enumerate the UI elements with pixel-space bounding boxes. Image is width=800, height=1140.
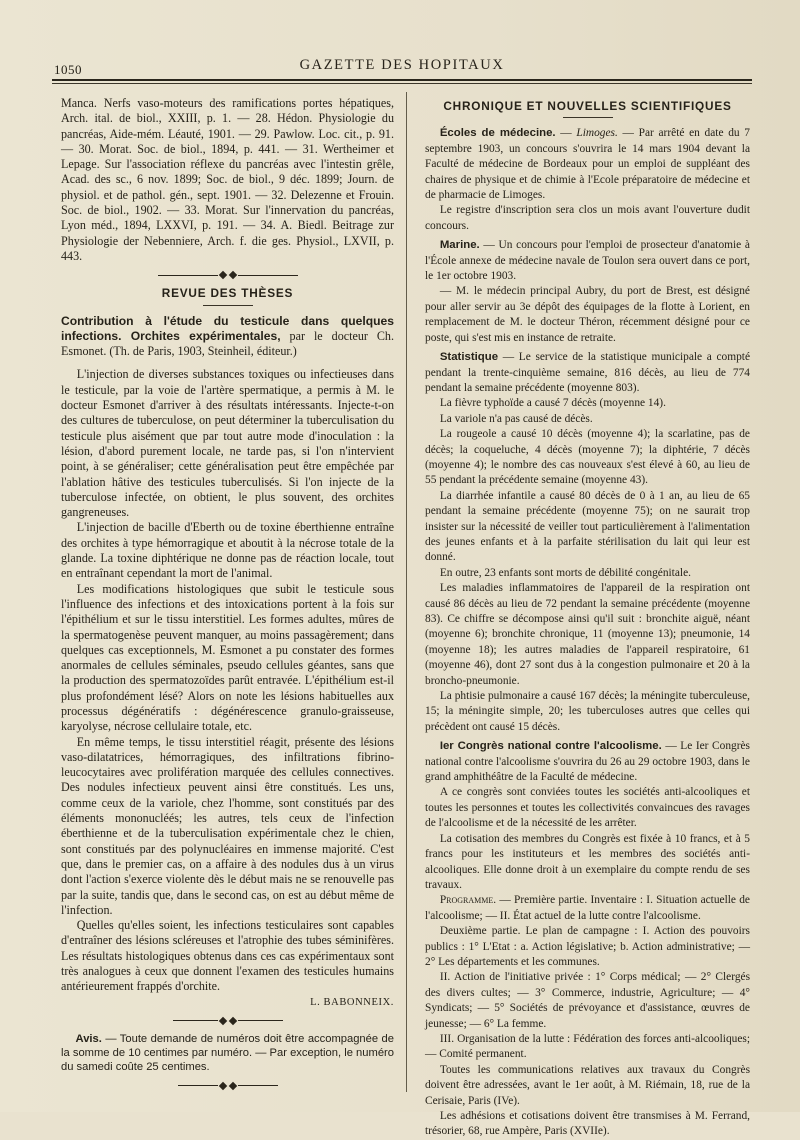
signature-line: [61, 995, 394, 1010]
news-paragraph: Les adhésions et cotisations doivent être transmises à M. Ferrand, trésorier, 68, rue Ampère, Paris (XVIIe).: [425, 1110, 750, 1138]
heading-rule: [203, 305, 253, 306]
stat-line: La diarrhée infantile a causé 80 décès de 0 à 1 an, au lieu de 65 pendant la semaine précédente (moyenne 75); on ne saurait trop insister sur la nécessité de veiller tout particulièrement à l'alimentation des jeunes enfants et à la parfaite stérilisation du lait qui leur est donné.: [425, 489, 750, 564]
heading-rule: [563, 117, 613, 118]
thesis-author: par le docteur Ch. Esmonet. (Th. de Paris, 1903, Steinheil, éditeur.): [61, 328, 395, 359]
news-label: Écoles de médecine.: [439, 127, 556, 140]
section-heading-revue: REVUE DES THÈSES: [161, 286, 294, 301]
review-paragraph: L'injection de diverses substances toxiques ou infectieuses dans le testicule, par la voie de l'artère spermatique, a permis à M. le docteur Esmonet d'arriver à des résultats intéressants. Injecte-t-on des cultures de tuberculose, on peut déterminer la tuberculisation du testicule plus aisément que par tout autre mode d'inoculation : la lésion, d'abord purement locale, ne tarde pas, si l'on n'intervient point, à se généraliser; cette généralisation peut être empêchée par l'ablation hâtive des testicules tuberculisés. Si l'on injecte de la tuberculose infectée, on obtient, le plus souvent, des orchites gangreneuses.: [61, 367, 394, 520]
right-column: [425, 96, 750, 1140]
ornament-divider: [61, 268, 394, 282]
news-paragraph: Écoles de médecine. — Limoges. — Par arrêté en date du 7 septembre 1903, un concours s'ouvrira le 14 mars 1904 devant la Faculté de médecine de Bordeaux pour un emploi de suppléant des chaires de physique et de chimie à l'Ecole préparatoire de médecine et de pharmacie de Limoges.: [425, 127, 751, 202]
journal-title: GAZETTE DES HOPITAUX: [299, 57, 505, 73]
review-paragraph: Quelles qu'elles soient, les infections testiculaires sont capables d'entraîner des lésions scléreuses et l'atrophie des tubes séminifères. Les résultats histologiques obtenus dans ces cas expérimentaux sont très analogues à ceux que donnent l'examen des testicules humains antérieurement frappés d'orchite.: [61, 918, 394, 994]
header-rule-thin: [52, 83, 752, 84]
thesis-title: Contribution à l'étude du testicule dans quelques infections. Orchites expérimentales,: [61, 313, 394, 343]
review-signature: L. BABONNEIX.: [310, 996, 394, 1008]
program-paragraph: Deuxième partie. Le plan de campagne : I. Action des pouvoirs publics : 1° L'Etat : a. Action législative; b. Action administrative; — 2° Les départements et les communes.: [425, 925, 750, 968]
program-paragraph: II. Action de l'initiative privée : 1° Corps médical; — 2° Clergés des divers cultes; — 3° Commerce, industrie, Agriculture; — 4° Syndicats; — 5° Sociétés de prévoyance et d'assistance, œuvres de jeunesse; — 6° La femme.: [425, 971, 750, 1030]
news-paragraph: La cotisation des membres du Congrès est fixée à 10 francs, et à 5 francs pour les instituteurs et les membres des sociétés anti-alcooliques. Elle donne droit à un exemplaire du compte rendu de ses travaux.: [425, 832, 750, 891]
news-paragraph: [425, 350, 750, 396]
news-text: — Par arrêté en date du 7 septembre 1903, un concours s'ouvrira le 14 mars 1904 devant la Faculté de médecine de Bordeaux pour un emploi de suppléant des chaires de physique et de chimie à l'Ecole préparatoire de médecine et de pharmacie de Limoges.: [425, 127, 751, 202]
program-paragraph: [425, 893, 750, 924]
news-paragraph: — M. le médecin principal Aubry, du port de Brest, est désigné pour aller servir au 3e dépôt des équipages de la flotte à Lorient, en remplacement de M. le docteur Théron, récemment désigné pour ce poste, qui s'est mis en instance de retraite.: [425, 285, 750, 344]
program-paragraph: III. Organisation de la lutte : Fédération des forces anti-alcooliques; — Comité permanent.: [425, 1032, 750, 1061]
stat-line: La rougeole a causé 10 décès (moyenne 4); la scarlatine, pas de décès; la coqueluche, 4 décès (moyenne 7); la diphtérie, 7 décès (moyenne 4); le nombre des cas nouveaux s'est élevé à 60, au lieu de 55 pendant la précédente semaine (moyenne 43).: [425, 428, 750, 487]
news-text: — Un concours pour l'emploi de prosecteur d'anatomie à l'École annexe de médecine navale de Toulon sera ouvert dans ce port, le 1er octobre 1903.: [425, 239, 750, 283]
section-heading-chronique: CHRONIQUE ET NOUVELLES SCIENTIFIQUES: [443, 99, 732, 113]
program-label: Programme.: [439, 894, 497, 907]
stat-line: En outre, 23 enfants sont morts de débilité congénitale.: [439, 566, 691, 579]
news-place: Limoges.: [576, 127, 618, 140]
column-divider: [406, 92, 407, 1092]
avis-notice: [61, 1032, 394, 1075]
ornament-divider: [61, 1014, 394, 1028]
review-paragraph: L'injection de bacille d'Eberth ou de toxine éberthienne entraîne des orchites à type hémorragique et aboutit à la nécrose totale de la glande. La toxine diphtérique ne donne pas de réaction locale, tout en entraînant cependant la mort de l'animal.: [61, 520, 394, 581]
stat-line: Les maladies inflammatoires de l'appareil de la respiration ont causé 86 décès au lieu de 72 pendant la semaine précédente (moyenne 83). Ce chiffre se décompose ainsi qu'il suit : bronchite aiguë, néant (moyenne 6); bronchite chronique, 11 (moyenne 13); pneumonie, 14 (moyenne 18); les autres maladies de l'appareil respiratoire, 61 (moyenne 46), dont 27 sont dus à la congestion pulmonaire et 20 à la broncho-pneumonie.: [425, 582, 750, 687]
stat-line: La fièvre typhoïde a causé 7 décès (moyenne 14).: [439, 397, 666, 410]
review-paragraph: En même temps, le tissu interstitiel réagit, présente des lésions vaso-dilatatrices, hémorragiques, des infiltrations fibrino-leucocytaires avec prolifération marquée des cellules connectives. Des nodules infectieux peuvent ainsi être constitués. Les uns, comme ceux de la variole, chez l'homme, sont constitués par des éléments mononucléés; les autres, tels ceux de l'infection éberthienne et de la tuberculisation expérimentale chez le chien, sont constitués par des polynucléaires en immense majorité. C'est que, dans le premier cas, on a affaire à des nodules dus à un virus dont l'action s'exerce violente dès le début mais ne se renouvelle pas par la suite, tandis que, dans le second cas, on est au début même de l'infection.: [61, 734, 394, 917]
avis-text: — Toute demande de numéros doit être accompagnée de la somme de 10 centimes par numéro. — Par exception, le numéro du samedi coûte 25 centimes.: [61, 1032, 395, 1074]
stat-line: La variole n'a pas causé de décès.: [439, 412, 593, 425]
news-label: Statistique: [439, 351, 499, 364]
news-paragraph: [425, 238, 750, 284]
header-rule: [52, 79, 752, 81]
program-text: — Première partie. Inventaire : I. Situation actuelle de l'alcoolisme; — II. État actuel de la lutte contre l'alcoolisme.: [425, 894, 750, 922]
page-header: [52, 52, 752, 82]
stat-line: La phtisie pulmonaire a causé 167 décès; la méningite tuberculeuse, 15; la méningite simple, 20; les tuberculoses autres que celles qui précèdent ont causé 15 décès.: [425, 690, 750, 733]
news-paragraph: [425, 739, 750, 785]
news-paragraph: A ce congrès sont conviées toutes les sociétés anti-alcooliques et toutes les personnes et toutes les collectivités convaincues des ravages de l'alcoolisme et de la nécessité de les arrêter.: [425, 786, 750, 830]
news-text: — Le Ier Congrès national contre l'alcoolisme s'ouvrira du 26 au 29 octobre 1903, dans le grand amphithéâtre de la Faculté de médecine.: [425, 740, 750, 784]
left-column: [61, 96, 394, 1097]
news-paragraph: Toutes les communications relatives aux travaux du Congrès doivent être adressées, avant le 1er août, à M. Riémain, 18, rue de la Cerisaie, Paris (IVe).: [425, 1063, 750, 1107]
news-text: — Le service de la statistique municipale a compté pendant la trente-cinquième semaine, 816 décès, au lieu de 774 pendant la semaine précédente (moyenne 803).: [425, 351, 750, 394]
page-number: 1050: [54, 62, 82, 77]
references-text: Manca. Nerfs vaso-moteurs des ramifications portes hépatiques, Arch. ital. de biol., XXIII, p. 1. — 28. Hédon. Physiologie du pancréas, Aide-mém. Léauté, 1901. — 29. Pawlow. Loc. cit., p. 91. — 30. Morat. Soc. de biol., 1894, p. 441. — 31. Wertheimer et Lepage. Sur l'association réflexe du pancréas avec l'intestin grêle, Acad. des sc., 6 nov. 1899; Soc. de biol., 9 déc. 1899; Journ. de physiol. et de pathol. gén., sept. 1901. — 32. Delezenne et Frouin. Soc. de biol., 1902. — 33. Morat. Sur l'innervation du pancréas, Lyon méd., 1894, LXXVI, p. 191. — 34. A. Biedl. Beitrage zur Physiologie der Nebenniere, Arch. f. die ges. Physiol., LXVII, p. 443.: [61, 96, 394, 263]
news-label: Marine.: [439, 239, 480, 252]
news-label: Ier Congrès national contre l'alcoolisme.: [439, 740, 662, 753]
news-paragraph: Le registre d'inscription sera clos un mois avant l'ouverture dudit concours.: [425, 204, 750, 232]
avis-label: Avis.: [75, 1032, 102, 1045]
ornament-divider: [61, 1079, 394, 1093]
review-paragraph: Les modifications histologiques que subit le testicule sous l'influence des infections et des intoxications portent à la fois sur l'épithélium et sur le tissu interstitiel. Les formes adultes, mûres de la spermatogenèse peuvent manquer, au moins passagèrement; dans quelques cas exceptionnels, M. Esmonet a pu constater des formes anormales de cellules séminales, pseudo cellules géantes, sans que la production des spermatozoïdes parût entravée. L'épithélium est-il plus profondément lésé? Alors on note les lésions habituelles aux processus dégénératifs : dégénérescence granulo-graisseuse, karyolyse, nécrose cellulaire totale, etc.: [61, 581, 394, 734]
